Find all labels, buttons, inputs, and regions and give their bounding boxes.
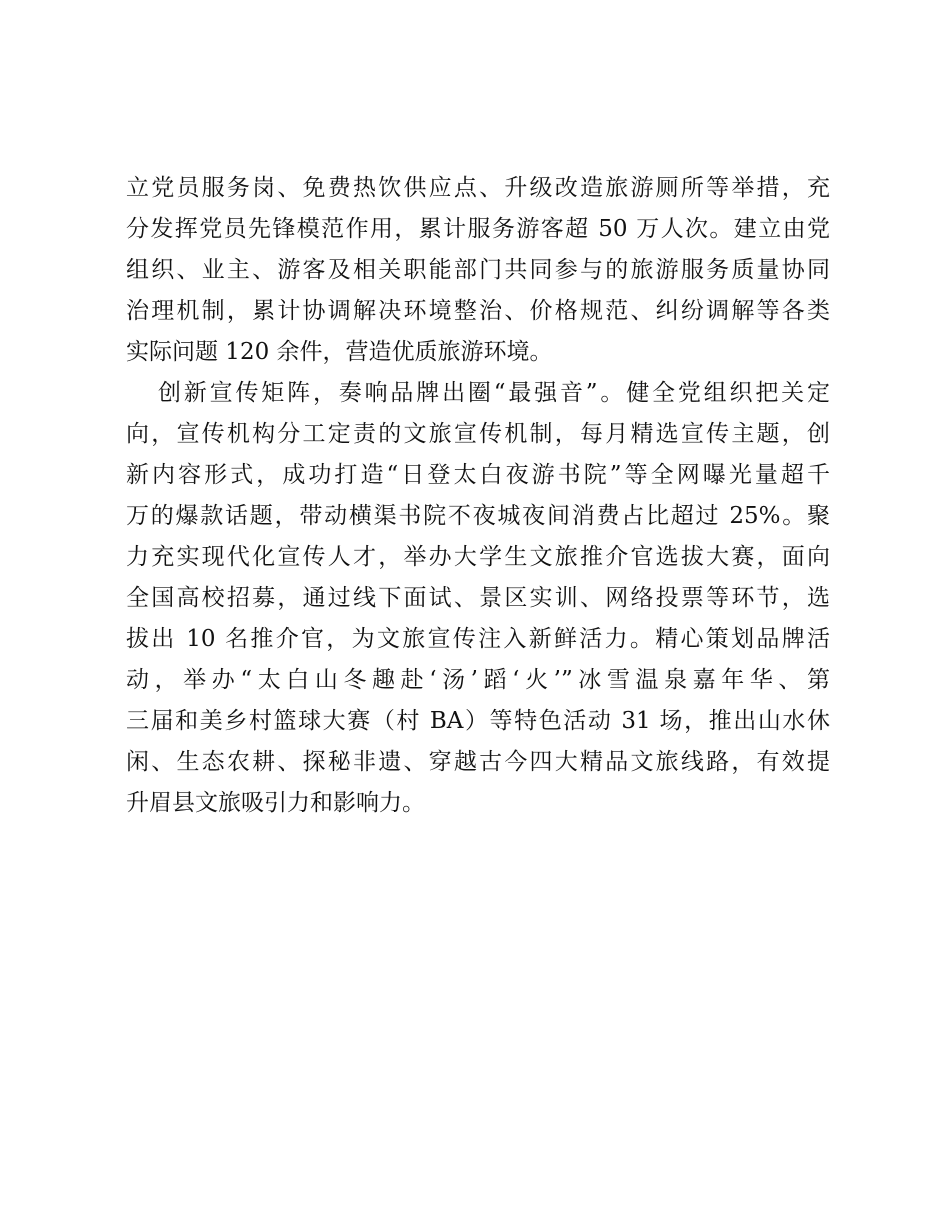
text-line: 治理机制，累计协调解决环境整治、价格规范、纠纷调解等各类 bbox=[126, 298, 830, 324]
text-line: 升眉县文旅吸引力和影响力。 bbox=[126, 790, 425, 816]
text-line: 拔出 10 名推介官，为文旅宣传注入新鲜活力。精心策划品牌活 bbox=[126, 626, 830, 652]
text-line: 实际问题 120 余件，营造优质旅游环境。 bbox=[126, 339, 553, 365]
text-line: 万的爆款话题，带动横渠书院不夜城夜间消费占比超过 25%。聚 bbox=[126, 503, 830, 529]
text-line: 组织、业主、游客及相关职能部门共同参与的旅游服务质量协同 bbox=[126, 257, 830, 283]
paragraph-service-governance bbox=[126, 168, 830, 373]
text-line: 力充实现代化宣传人才，举办大学生文旅推介官选拔大赛，面向 bbox=[126, 544, 830, 570]
text-line: 创新宣传矩阵，奏响品牌出圈“最强音”。健全党组织把关定 bbox=[158, 380, 830, 406]
body-text bbox=[126, 168, 830, 824]
text-line: 分发挥党员先锋模范作用，累计服务游客超 50 万人次。建立由党 bbox=[126, 216, 830, 242]
text-line: 立党员服务岗、免费热饮供应点、升级改造旅游厕所等举措，充 bbox=[126, 175, 830, 201]
text-line: 闲、生态农耕、探秘非遗、穿越古今四大精品文旅线路，有效提 bbox=[126, 749, 830, 775]
text-line: 向，宣传机构分工定责的文旅宣传机制，每月精选宣传主题，创 bbox=[126, 421, 830, 447]
text-line: 动，举办“太白山冬趣赴‘汤’蹈‘火’”冰雪温泉嘉年华、第 bbox=[126, 667, 830, 693]
paragraph-publicity-matrix bbox=[126, 373, 830, 824]
text-line: 全国高校招募，通过线下面试、景区实训、网络投票等环节，选 bbox=[126, 585, 830, 611]
text-line: 新内容形式，成功打造“日登太白夜游书院”等全网曝光量超千 bbox=[126, 462, 830, 488]
text-line: 三届和美乡村篮球大赛（村 BA）等特色活动 31 场，推出山水休 bbox=[126, 708, 830, 734]
